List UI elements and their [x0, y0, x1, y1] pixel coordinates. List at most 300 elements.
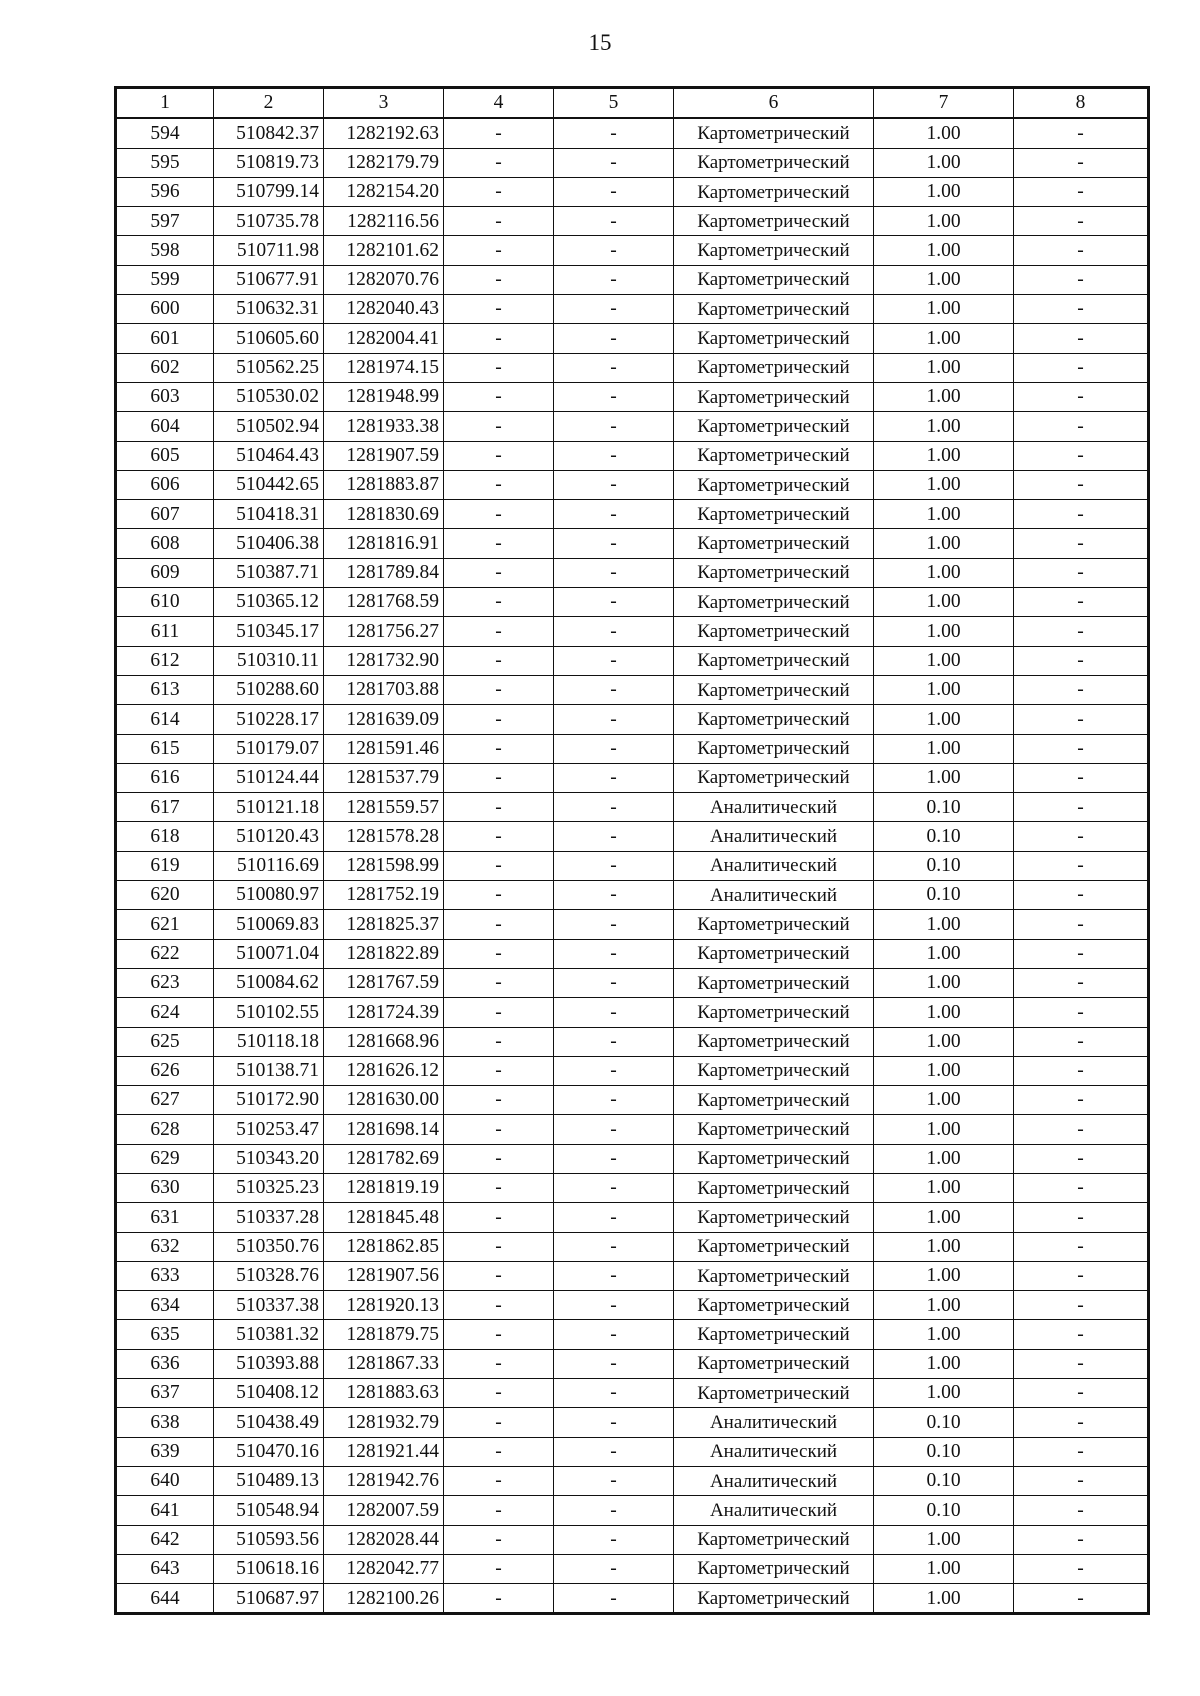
table-row — [116, 881, 1149, 910]
cell-col-5: - — [554, 177, 674, 206]
cell-y-coordinate: 1281782.69 — [324, 1144, 444, 1173]
cell-x-coordinate: 510381.32 — [214, 1320, 324, 1349]
table-row — [116, 1173, 1149, 1202]
cell-method: Картометрический — [674, 1115, 874, 1144]
cell-point-number: 600 — [116, 295, 214, 324]
cell-point-number: 623 — [116, 968, 214, 997]
cell-col-5: - — [554, 968, 674, 997]
cell-method: Картометрический — [674, 382, 874, 411]
cell-col-8: - — [1014, 441, 1149, 470]
cell-col-4: - — [444, 822, 554, 851]
cell-method: Картометрический — [674, 1144, 874, 1173]
cell-method: Картометрический — [674, 470, 874, 499]
cell-col-5: - — [554, 1525, 674, 1554]
cell-y-coordinate: 1281626.12 — [324, 1056, 444, 1085]
cell-col-8: - — [1014, 1056, 1149, 1085]
cell-point-number: 602 — [116, 353, 214, 382]
cell-point-number: 604 — [116, 412, 214, 441]
cell-method: Картометрический — [674, 207, 874, 236]
cell-col-8: - — [1014, 1320, 1149, 1349]
cell-col-4: - — [444, 1437, 554, 1466]
cell-y-coordinate: 1281537.79 — [324, 763, 444, 792]
cell-y-coordinate: 1282070.76 — [324, 265, 444, 294]
cell-point-number: 619 — [116, 851, 214, 880]
cell-col-8: - — [1014, 295, 1149, 324]
page-number: 15 — [588, 30, 612, 55]
cell-point-number: 616 — [116, 763, 214, 792]
cell-col-4: - — [444, 1086, 554, 1115]
cell-accuracy: 1.00 — [874, 265, 1014, 294]
cell-accuracy: 1.00 — [874, 1203, 1014, 1232]
cell-accuracy: 1.00 — [874, 470, 1014, 499]
cell-method: Аналитический — [674, 1496, 874, 1525]
cell-y-coordinate: 1281789.84 — [324, 558, 444, 587]
cell-method: Картометрический — [674, 1349, 874, 1378]
table-row — [116, 1466, 1149, 1495]
cell-x-coordinate: 510470.16 — [214, 1437, 324, 1466]
cell-accuracy: 1.00 — [874, 295, 1014, 324]
cell-col-4: - — [444, 675, 554, 704]
cell-y-coordinate: 1281767.59 — [324, 968, 444, 997]
cell-point-number: 635 — [116, 1320, 214, 1349]
cell-y-coordinate: 1281732.90 — [324, 646, 444, 675]
cell-x-coordinate: 510489.13 — [214, 1466, 324, 1495]
cell-point-number: 634 — [116, 1291, 214, 1320]
cell-col-4: - — [444, 1584, 554, 1614]
cell-accuracy: 0.10 — [874, 822, 1014, 851]
cell-col-5: - — [554, 470, 674, 499]
cell-col-5: - — [554, 1144, 674, 1173]
cell-point-number: 603 — [116, 382, 214, 411]
table-row — [116, 822, 1149, 851]
cell-point-number: 608 — [116, 529, 214, 558]
cell-method: Аналитический — [674, 822, 874, 851]
cell-y-coordinate: 1282004.41 — [324, 324, 444, 353]
table-row — [116, 763, 1149, 792]
cell-col-8: - — [1014, 470, 1149, 499]
cell-y-coordinate: 1281907.56 — [324, 1261, 444, 1290]
cell-col-8: - — [1014, 1144, 1149, 1173]
cell-x-coordinate: 510325.23 — [214, 1173, 324, 1202]
cell-col-8: - — [1014, 646, 1149, 675]
cell-x-coordinate: 510121.18 — [214, 793, 324, 822]
table-row — [116, 646, 1149, 675]
cell-accuracy: 1.00 — [874, 763, 1014, 792]
cell-accuracy: 1.00 — [874, 1584, 1014, 1614]
table-row — [116, 207, 1149, 236]
table-row — [116, 793, 1149, 822]
cell-point-number: 625 — [116, 1027, 214, 1056]
cell-point-number: 612 — [116, 646, 214, 675]
cell-col-4: - — [444, 968, 554, 997]
cell-y-coordinate: 1281756.27 — [324, 617, 444, 646]
cell-method: Картометрический — [674, 617, 874, 646]
column-header-method: 6 — [674, 88, 874, 119]
cell-x-coordinate: 510069.83 — [214, 910, 324, 939]
cell-col-5: - — [554, 1056, 674, 1085]
cell-point-number: 615 — [116, 734, 214, 763]
cell-x-coordinate: 510102.55 — [214, 998, 324, 1027]
cell-x-coordinate: 510288.60 — [214, 675, 324, 704]
cell-col-8: - — [1014, 1466, 1149, 1495]
cell-accuracy: 0.10 — [874, 1466, 1014, 1495]
cell-point-number: 614 — [116, 705, 214, 734]
table-row — [116, 1320, 1149, 1349]
cell-y-coordinate: 1281830.69 — [324, 500, 444, 529]
cell-method: Картометрический — [674, 1320, 874, 1349]
cell-col-8: - — [1014, 705, 1149, 734]
cell-col-8: - — [1014, 734, 1149, 763]
cell-col-4: - — [444, 1525, 554, 1554]
cell-accuracy: 0.10 — [874, 1408, 1014, 1437]
cell-accuracy: 1.00 — [874, 1261, 1014, 1290]
cell-method: Картометрический — [674, 1203, 874, 1232]
cell-col-4: - — [444, 1466, 554, 1495]
cell-y-coordinate: 1281942.76 — [324, 1466, 444, 1495]
cell-method: Картометрический — [674, 1379, 874, 1408]
cell-accuracy: 1.00 — [874, 617, 1014, 646]
cell-col-8: - — [1014, 1027, 1149, 1056]
cell-col-5: - — [554, 324, 674, 353]
cell-accuracy: 1.00 — [874, 1173, 1014, 1202]
cell-col-5: - — [554, 763, 674, 792]
cell-col-8: - — [1014, 1086, 1149, 1115]
table-row — [116, 177, 1149, 206]
cell-col-5: - — [554, 588, 674, 617]
column-header-x-coordinate: 2 — [214, 88, 324, 119]
cell-accuracy: 1.00 — [874, 177, 1014, 206]
cell-col-8: - — [1014, 1232, 1149, 1261]
cell-accuracy: 1.00 — [874, 1115, 1014, 1144]
cell-col-8: - — [1014, 236, 1149, 265]
table-row — [116, 1056, 1149, 1085]
cell-col-4: - — [444, 441, 554, 470]
cell-accuracy: 1.00 — [874, 1554, 1014, 1583]
cell-x-coordinate: 510605.60 — [214, 324, 324, 353]
cell-col-8: - — [1014, 148, 1149, 177]
cell-point-number: 618 — [116, 822, 214, 851]
table-row — [116, 529, 1149, 558]
cell-accuracy: 1.00 — [874, 1027, 1014, 1056]
cell-point-number: 632 — [116, 1232, 214, 1261]
table-row — [116, 1349, 1149, 1378]
cell-accuracy: 1.00 — [874, 353, 1014, 382]
cell-point-number: 605 — [116, 441, 214, 470]
cell-accuracy: 1.00 — [874, 1349, 1014, 1378]
cell-accuracy: 1.00 — [874, 588, 1014, 617]
cell-y-coordinate: 1281724.39 — [324, 998, 444, 1027]
cell-method: Аналитический — [674, 1437, 874, 1466]
cell-point-number: 643 — [116, 1554, 214, 1583]
table-row — [116, 1584, 1149, 1614]
cell-y-coordinate: 1281932.79 — [324, 1408, 444, 1437]
cell-y-coordinate: 1281591.46 — [324, 734, 444, 763]
table-row — [116, 1144, 1149, 1173]
cell-col-4: - — [444, 500, 554, 529]
cell-y-coordinate: 1281883.87 — [324, 470, 444, 499]
cell-col-4: - — [444, 148, 554, 177]
cell-method: Аналитический — [674, 1466, 874, 1495]
cell-col-5: - — [554, 939, 674, 968]
cell-col-5: - — [554, 265, 674, 294]
cell-y-coordinate: 1281907.59 — [324, 441, 444, 470]
cell-point-number: 617 — [116, 793, 214, 822]
cell-col-4: - — [444, 734, 554, 763]
cell-x-coordinate: 510548.94 — [214, 1496, 324, 1525]
cell-col-4: - — [444, 529, 554, 558]
cell-accuracy: 1.00 — [874, 1320, 1014, 1349]
cell-col-8: - — [1014, 968, 1149, 997]
cell-point-number: 641 — [116, 1496, 214, 1525]
cell-col-4: - — [444, 1173, 554, 1202]
cell-point-number: 640 — [116, 1466, 214, 1495]
cell-method: Картометрический — [674, 1261, 874, 1290]
cell-x-coordinate: 510562.25 — [214, 353, 324, 382]
cell-col-5: - — [554, 1437, 674, 1466]
cell-col-8: - — [1014, 177, 1149, 206]
cell-y-coordinate: 1281862.85 — [324, 1232, 444, 1261]
cell-y-coordinate: 1281974.15 — [324, 353, 444, 382]
cell-x-coordinate: 510632.31 — [214, 295, 324, 324]
cell-method: Картометрический — [674, 939, 874, 968]
cell-accuracy: 1.00 — [874, 1291, 1014, 1320]
cell-x-coordinate: 510593.56 — [214, 1525, 324, 1554]
cell-col-5: - — [554, 412, 674, 441]
cell-point-number: 642 — [116, 1525, 214, 1554]
cell-accuracy: 1.00 — [874, 441, 1014, 470]
cell-x-coordinate: 510687.97 — [214, 1584, 324, 1614]
cell-x-coordinate: 510393.88 — [214, 1349, 324, 1378]
cell-accuracy: 1.00 — [874, 646, 1014, 675]
column-header-y-coordinate: 3 — [324, 88, 444, 119]
cell-col-4: - — [444, 998, 554, 1027]
cell-col-4: - — [444, 881, 554, 910]
cell-col-8: - — [1014, 1261, 1149, 1290]
cell-col-4: - — [444, 1554, 554, 1583]
cell-x-coordinate: 510253.47 — [214, 1115, 324, 1144]
cell-accuracy: 1.00 — [874, 1379, 1014, 1408]
cell-point-number: 621 — [116, 910, 214, 939]
cell-col-4: - — [444, 646, 554, 675]
table-row — [116, 1554, 1149, 1583]
cell-point-number: 595 — [116, 148, 214, 177]
cell-x-coordinate: 510345.17 — [214, 617, 324, 646]
cell-col-8: - — [1014, 265, 1149, 294]
cell-col-5: - — [554, 1115, 674, 1144]
cell-col-5: - — [554, 353, 674, 382]
cell-col-5: - — [554, 734, 674, 763]
cell-x-coordinate: 510071.04 — [214, 939, 324, 968]
cell-accuracy: 1.00 — [874, 998, 1014, 1027]
cell-method: Картометрический — [674, 1027, 874, 1056]
cell-point-number: 636 — [116, 1349, 214, 1378]
cell-y-coordinate: 1281668.96 — [324, 1027, 444, 1056]
cell-col-8: - — [1014, 1496, 1149, 1525]
table-row — [116, 998, 1149, 1027]
cell-x-coordinate: 510365.12 — [214, 588, 324, 617]
cell-x-coordinate: 510350.76 — [214, 1232, 324, 1261]
cell-y-coordinate: 1281867.33 — [324, 1349, 444, 1378]
table-row — [116, 412, 1149, 441]
cell-col-4: - — [444, 353, 554, 382]
cell-accuracy: 1.00 — [874, 675, 1014, 704]
cell-point-number: 611 — [116, 617, 214, 646]
cell-col-8: - — [1014, 382, 1149, 411]
cell-y-coordinate: 1281879.75 — [324, 1320, 444, 1349]
table-row — [116, 236, 1149, 265]
cell-col-4: - — [444, 763, 554, 792]
cell-col-4: - — [444, 265, 554, 294]
cell-point-number: 637 — [116, 1379, 214, 1408]
cell-y-coordinate: 1282042.77 — [324, 1554, 444, 1583]
cell-method: Картометрический — [674, 675, 874, 704]
cell-col-8: - — [1014, 763, 1149, 792]
cell-y-coordinate: 1282040.43 — [324, 295, 444, 324]
cell-method: Картометрический — [674, 236, 874, 265]
cell-col-8: - — [1014, 1584, 1149, 1614]
cell-method: Картометрический — [674, 1086, 874, 1115]
cell-method: Картометрический — [674, 998, 874, 1027]
cell-y-coordinate: 1282179.79 — [324, 148, 444, 177]
cell-x-coordinate: 510406.38 — [214, 529, 324, 558]
cell-method: Картометрический — [674, 265, 874, 294]
cell-method: Картометрический — [674, 177, 874, 206]
cell-col-5: - — [554, 1466, 674, 1495]
cell-y-coordinate: 1281768.59 — [324, 588, 444, 617]
cell-y-coordinate: 1281598.99 — [324, 851, 444, 880]
cell-method: Картометрический — [674, 295, 874, 324]
cell-col-8: - — [1014, 1437, 1149, 1466]
cell-y-coordinate: 1281578.28 — [324, 822, 444, 851]
cell-col-4: - — [444, 1349, 554, 1378]
cell-col-5: - — [554, 295, 674, 324]
cell-method: Картометрический — [674, 353, 874, 382]
cell-col-4: - — [444, 1203, 554, 1232]
cell-col-8: - — [1014, 1379, 1149, 1408]
cell-col-8: - — [1014, 910, 1149, 939]
cell-y-coordinate: 1281883.63 — [324, 1379, 444, 1408]
cell-x-coordinate: 510138.71 — [214, 1056, 324, 1085]
cell-x-coordinate: 510337.38 — [214, 1291, 324, 1320]
table-row — [116, 675, 1149, 704]
cell-col-8: - — [1014, 1203, 1149, 1232]
cell-col-5: - — [554, 1232, 674, 1261]
cell-method: Картометрический — [674, 910, 874, 939]
cell-col-5: - — [554, 675, 674, 704]
coordinates-table — [114, 86, 1150, 1615]
cell-col-5: - — [554, 1496, 674, 1525]
cell-x-coordinate: 510735.78 — [214, 207, 324, 236]
cell-col-4: - — [444, 1496, 554, 1525]
cell-method: Картометрический — [674, 734, 874, 763]
table-row — [116, 470, 1149, 499]
cell-col-4: - — [444, 1144, 554, 1173]
cell-x-coordinate: 510502.94 — [214, 412, 324, 441]
table-row — [116, 910, 1149, 939]
cell-accuracy: 1.00 — [874, 148, 1014, 177]
cell-col-5: - — [554, 236, 674, 265]
table-row — [116, 1437, 1149, 1466]
cell-col-8: - — [1014, 207, 1149, 236]
cell-col-8: - — [1014, 1291, 1149, 1320]
cell-accuracy: 1.00 — [874, 1232, 1014, 1261]
cell-y-coordinate: 1281639.09 — [324, 705, 444, 734]
cell-method: Аналитический — [674, 851, 874, 880]
table-row — [116, 734, 1149, 763]
cell-col-5: - — [554, 148, 674, 177]
cell-x-coordinate: 510118.18 — [214, 1027, 324, 1056]
cell-y-coordinate: 1282101.62 — [324, 236, 444, 265]
table-row — [116, 295, 1149, 324]
cell-point-number: 609 — [116, 558, 214, 587]
cell-point-number: 626 — [116, 1056, 214, 1085]
cell-method: Картометрический — [674, 500, 874, 529]
table-row — [116, 1232, 1149, 1261]
cell-col-4: - — [444, 793, 554, 822]
cell-method: Картометрический — [674, 588, 874, 617]
cell-x-coordinate: 510408.12 — [214, 1379, 324, 1408]
cell-col-8: - — [1014, 1115, 1149, 1144]
cell-col-5: - — [554, 382, 674, 411]
cell-method: Картометрический — [674, 529, 874, 558]
table-header-row — [116, 88, 1149, 119]
cell-col-8: - — [1014, 353, 1149, 382]
cell-col-8: - — [1014, 998, 1149, 1027]
cell-col-5: - — [554, 558, 674, 587]
cell-y-coordinate: 1281921.44 — [324, 1437, 444, 1466]
cell-accuracy: 0.10 — [874, 881, 1014, 910]
cell-col-4: - — [444, 558, 554, 587]
cell-col-4: - — [444, 1320, 554, 1349]
column-header-col-8: 8 — [1014, 88, 1149, 119]
cell-x-coordinate: 510418.31 — [214, 500, 324, 529]
table-row — [116, 1496, 1149, 1525]
cell-x-coordinate: 510116.69 — [214, 851, 324, 880]
cell-accuracy: 1.00 — [874, 529, 1014, 558]
cell-x-coordinate: 510080.97 — [214, 881, 324, 910]
cell-col-8: - — [1014, 118, 1149, 148]
cell-y-coordinate: 1281819.19 — [324, 1173, 444, 1202]
table-row — [116, 353, 1149, 382]
cell-col-5: - — [554, 441, 674, 470]
cell-x-coordinate: 510464.43 — [214, 441, 324, 470]
cell-y-coordinate: 1281825.37 — [324, 910, 444, 939]
cell-method: Картометрический — [674, 1584, 874, 1614]
cell-point-number: 594 — [116, 118, 214, 148]
cell-col-8: - — [1014, 675, 1149, 704]
cell-col-4: - — [444, 1291, 554, 1320]
table-row — [116, 939, 1149, 968]
cell-accuracy: 0.10 — [874, 1496, 1014, 1525]
cell-point-number: 624 — [116, 998, 214, 1027]
cell-accuracy: 0.10 — [874, 793, 1014, 822]
cell-y-coordinate: 1281630.00 — [324, 1086, 444, 1115]
cell-y-coordinate: 1282007.59 — [324, 1496, 444, 1525]
cell-col-8: - — [1014, 1525, 1149, 1554]
cell-x-coordinate: 510442.65 — [214, 470, 324, 499]
cell-col-4: - — [444, 910, 554, 939]
cell-point-number: 597 — [116, 207, 214, 236]
cell-col-5: - — [554, 646, 674, 675]
cell-col-4: - — [444, 412, 554, 441]
cell-x-coordinate: 510819.73 — [214, 148, 324, 177]
cell-x-coordinate: 510124.44 — [214, 763, 324, 792]
cell-x-coordinate: 510328.76 — [214, 1261, 324, 1290]
cell-col-8: - — [1014, 558, 1149, 587]
cell-col-5: - — [554, 1203, 674, 1232]
table-row — [116, 1086, 1149, 1115]
cell-col-4: - — [444, 705, 554, 734]
